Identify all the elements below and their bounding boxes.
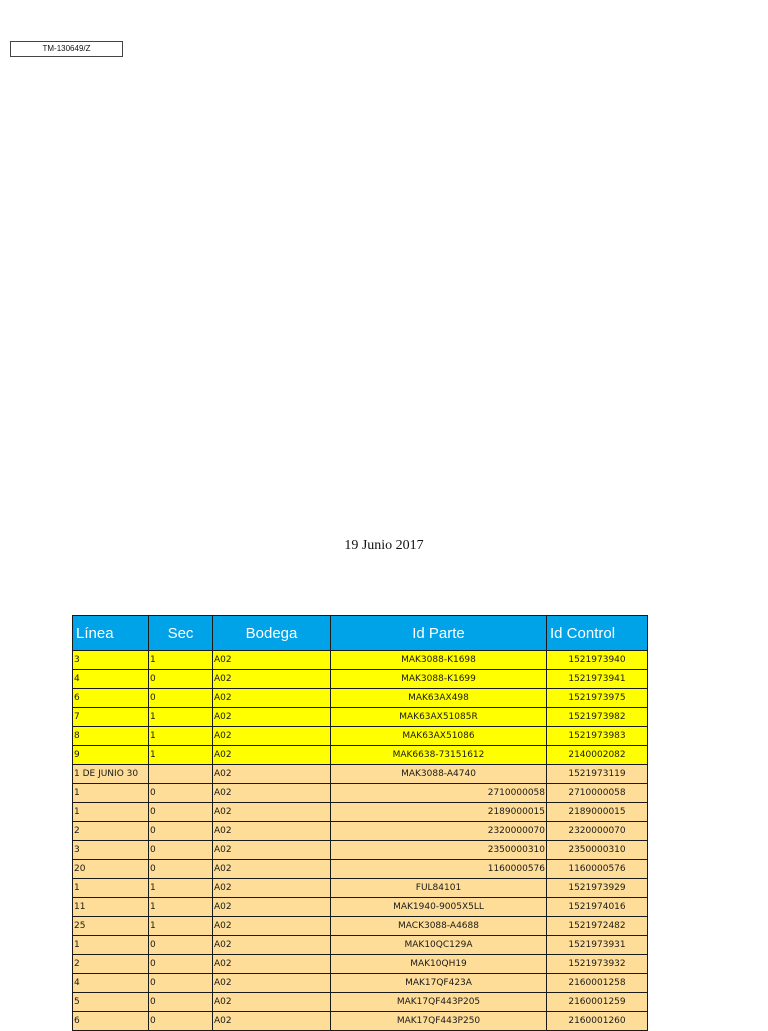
cell-id-parte: 2320000070 — [331, 822, 547, 841]
cell-id-control: 2160001260 — [547, 1012, 648, 1031]
cell-bodega: A02 — [213, 765, 331, 784]
table-row — [73, 860, 648, 879]
column-header-id-parte: Id Parte — [331, 616, 547, 651]
cell-bodega: A02 — [213, 1012, 331, 1031]
cell-bodega: A02 — [213, 879, 331, 898]
table-body — [73, 651, 648, 1031]
cell-id-parte: MAK63AX498 — [331, 689, 547, 708]
cell-sec: 0 — [149, 860, 213, 879]
cell-linea: 4 — [73, 670, 149, 689]
cell-id-control: 1521973941 — [547, 670, 648, 689]
cell-bodega: A02 — [213, 651, 331, 670]
cell-sec: 0 — [149, 974, 213, 993]
table-row — [73, 879, 648, 898]
column-header-id-control: Id Control — [547, 616, 648, 651]
cell-id-control: 2320000070 — [547, 822, 648, 841]
cell-id-parte: MAK10QH19 — [331, 955, 547, 974]
column-header-linea: Línea — [73, 616, 149, 651]
cell-sec: 1 — [149, 651, 213, 670]
cell-linea: 1 — [73, 879, 149, 898]
cell-linea: 1 — [73, 784, 149, 803]
cell-id-control: 2350000310 — [547, 841, 648, 860]
cell-sec: 1 — [149, 727, 213, 746]
cell-id-parte: MAK63AX51086 — [331, 727, 547, 746]
table-row — [73, 936, 648, 955]
table-row — [73, 727, 648, 746]
cell-linea: 25 — [73, 917, 149, 936]
table-row — [73, 784, 648, 803]
cell-id-parte: 2350000310 — [331, 841, 547, 860]
cell-sec: 0 — [149, 803, 213, 822]
cell-linea: 11 — [73, 898, 149, 917]
column-header-sec: Sec — [149, 616, 213, 651]
cell-sec: 0 — [149, 670, 213, 689]
cell-linea: 1 — [73, 936, 149, 955]
cell-id-control: 2140002082 — [547, 746, 648, 765]
table-row — [73, 917, 648, 936]
table-row — [73, 746, 648, 765]
cell-id-control: 1521974016 — [547, 898, 648, 917]
cell-linea: 9 — [73, 746, 149, 765]
parts-table — [72, 615, 648, 1031]
cell-linea: 1 — [73, 803, 149, 822]
table-row — [73, 841, 648, 860]
cell-sec: 0 — [149, 955, 213, 974]
cell-id-control: 1521973975 — [547, 689, 648, 708]
cell-bodega: A02 — [213, 803, 331, 822]
cell-id-parte: MAK3088-K1698 — [331, 651, 547, 670]
cell-linea: 2 — [73, 822, 149, 841]
table-row — [73, 689, 648, 708]
cell-id-control: 1521973119 — [547, 765, 648, 784]
cell-linea: 20 — [73, 860, 149, 879]
cell-bodega: A02 — [213, 955, 331, 974]
cell-sec: 0 — [149, 936, 213, 955]
cell-id-control: 1160000576 — [547, 860, 648, 879]
cell-id-control: 2710000058 — [547, 784, 648, 803]
table-row — [73, 898, 648, 917]
table-row — [73, 955, 648, 974]
cell-bodega: A02 — [213, 784, 331, 803]
cell-sec: 1 — [149, 746, 213, 765]
cell-sec: 1 — [149, 898, 213, 917]
cell-sec: 0 — [149, 993, 213, 1012]
table-row — [73, 1012, 648, 1031]
cell-bodega: A02 — [213, 917, 331, 936]
cell-bodega: A02 — [213, 708, 331, 727]
cell-id-control: 2189000015 — [547, 803, 648, 822]
cell-linea: 5 — [73, 993, 149, 1012]
cell-sec: 0 — [149, 841, 213, 860]
cell-id-parte: 1160000576 — [331, 860, 547, 879]
cell-linea: 6 — [73, 689, 149, 708]
document-reference-box — [10, 41, 123, 57]
cell-linea: 2 — [73, 955, 149, 974]
cell-id-control: 1521973982 — [547, 708, 648, 727]
cell-id-control: 1521973940 — [547, 651, 648, 670]
cell-bodega: A02 — [213, 936, 331, 955]
cell-linea: 3 — [73, 841, 149, 860]
cell-id-control: 2160001259 — [547, 993, 648, 1012]
cell-id-parte: MAK17QF443P250 — [331, 1012, 547, 1031]
table-row — [73, 993, 648, 1012]
cell-id-parte: MAK6638-73151612 — [331, 746, 547, 765]
table-row — [73, 974, 648, 993]
cell-id-parte: MAK63AX51085R — [331, 708, 547, 727]
cell-sec: 0 — [149, 784, 213, 803]
cell-id-control: 1521973932 — [547, 955, 648, 974]
cell-sec: 0 — [149, 689, 213, 708]
cell-id-parte: MAK17QF423A — [331, 974, 547, 993]
cell-bodega: A02 — [213, 898, 331, 917]
cell-sec: 0 — [149, 822, 213, 841]
table-row — [73, 803, 648, 822]
cell-bodega: A02 — [213, 727, 331, 746]
table-row — [73, 822, 648, 841]
cell-id-parte: MAK3088-K1699 — [331, 670, 547, 689]
cell-id-parte: MAK17QF443P205 — [331, 993, 547, 1012]
cell-linea: 1 DE JUNIO 30 — [73, 765, 149, 784]
cell-id-parte: MACK3088-A4688 — [331, 917, 547, 936]
cell-sec — [149, 765, 213, 784]
cell-id-control: 1521973983 — [547, 727, 648, 746]
cell-id-parte: 2189000015 — [331, 803, 547, 822]
table-header — [73, 616, 648, 651]
column-header-bodega: Bodega — [213, 616, 331, 651]
cell-id-parte: MAK3088-A4740 — [331, 765, 547, 784]
cell-sec: 1 — [149, 879, 213, 898]
cell-id-control: 1521973931 — [547, 936, 648, 955]
cell-linea: 8 — [73, 727, 149, 746]
table-row — [73, 708, 648, 727]
cell-bodega: A02 — [213, 670, 331, 689]
cell-sec: 0 — [149, 1012, 213, 1031]
cell-bodega: A02 — [213, 746, 331, 765]
cell-id-parte: 2710000058 — [331, 784, 547, 803]
cell-bodega: A02 — [213, 993, 331, 1012]
cell-bodega: A02 — [213, 974, 331, 993]
cell-bodega: A02 — [213, 689, 331, 708]
cell-linea: 3 — [73, 651, 149, 670]
document-date: 19 Junio 2017 — [344, 538, 424, 553]
table-row — [73, 765, 648, 784]
cell-sec: 1 — [149, 708, 213, 727]
document-reference: TM-130649/Z — [42, 44, 91, 53]
cell-sec: 1 — [149, 917, 213, 936]
cell-id-parte: MAK10QC129A — [331, 936, 547, 955]
cell-id-control: 1521973929 — [547, 879, 648, 898]
cell-id-control: 1521972482 — [547, 917, 648, 936]
cell-id-parte: FUL84101 — [331, 879, 547, 898]
cell-id-control: 2160001258 — [547, 974, 648, 993]
cell-bodega: A02 — [213, 822, 331, 841]
table-row — [73, 670, 648, 689]
cell-linea: 4 — [73, 974, 149, 993]
cell-bodega: A02 — [213, 841, 331, 860]
cell-id-parte: MAK1940-9005X5LL — [331, 898, 547, 917]
cell-linea: 6 — [73, 1012, 149, 1031]
cell-bodega: A02 — [213, 860, 331, 879]
cell-linea: 7 — [73, 708, 149, 727]
table-row — [73, 651, 648, 670]
